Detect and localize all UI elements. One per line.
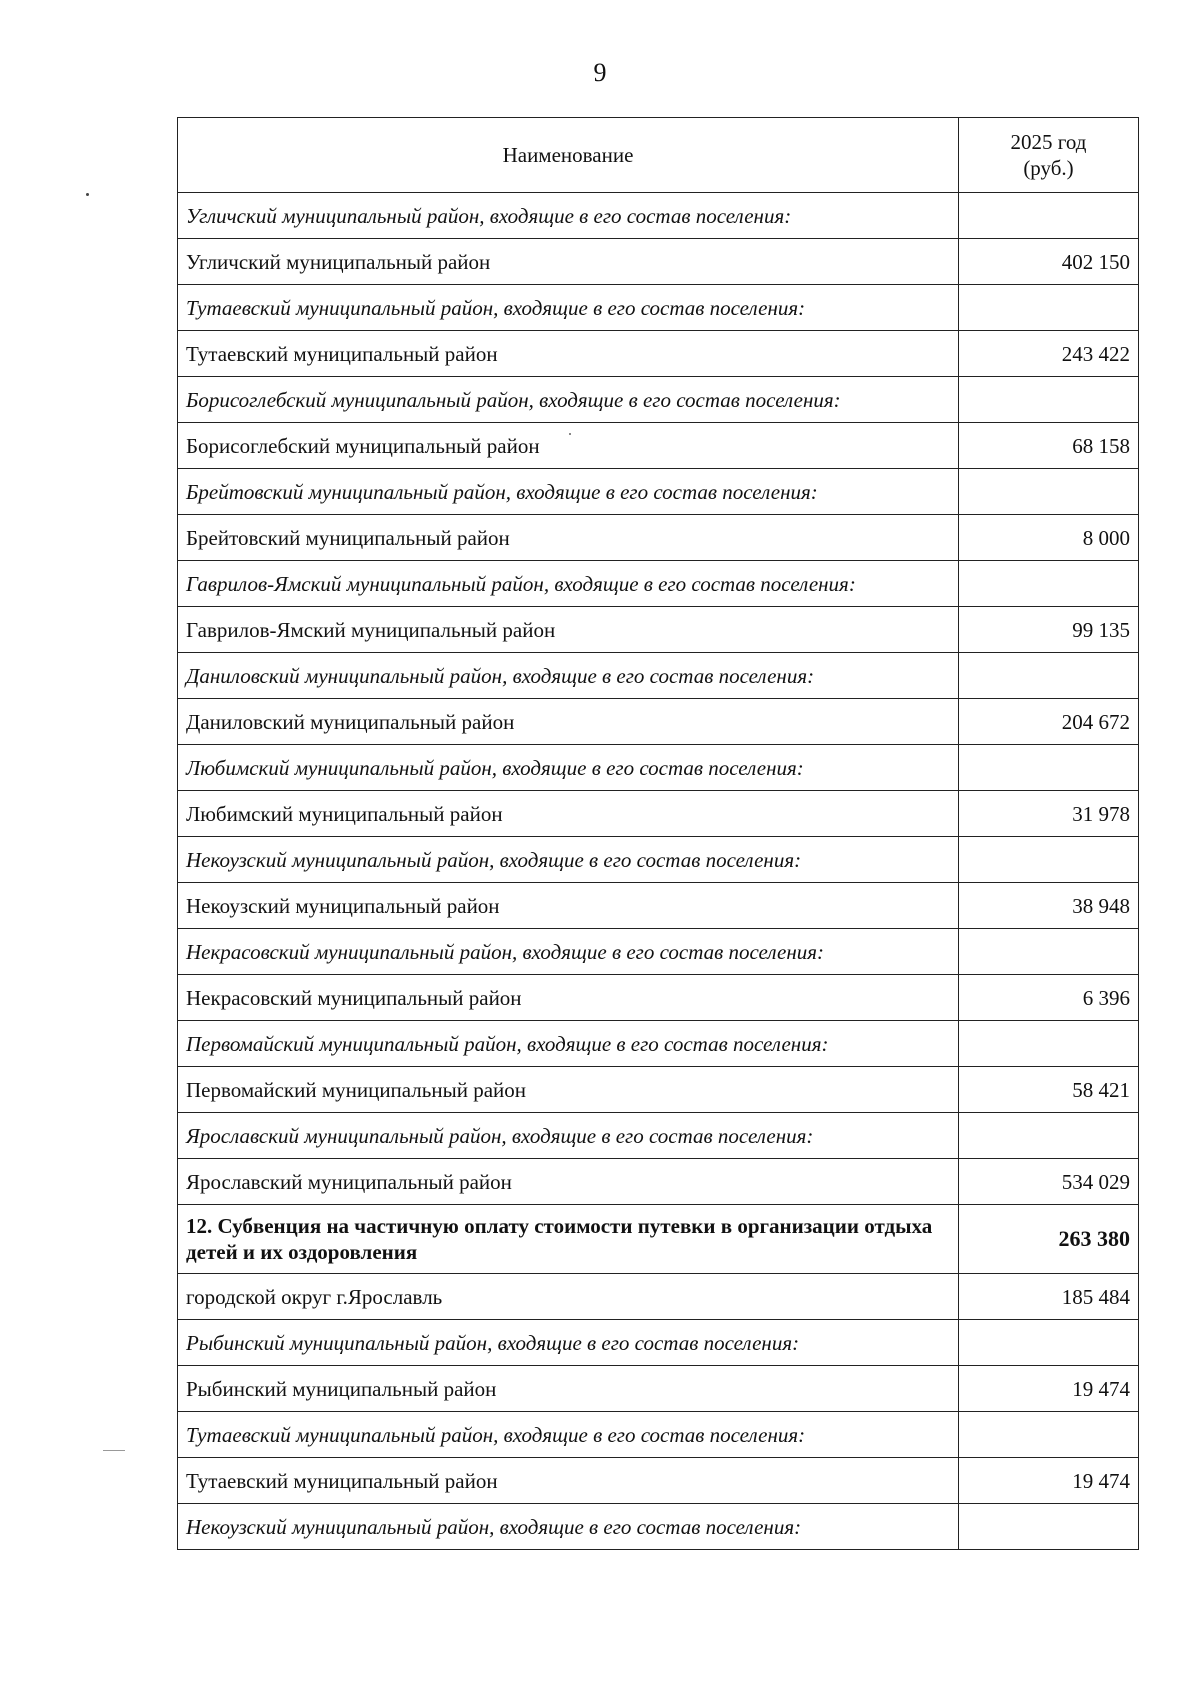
- scan-speck: [86, 193, 89, 196]
- row-name: Рыбинский муниципальный район: [178, 1366, 959, 1412]
- row-name: Даниловский муниципальный район, входящие в его состав поселения:: [178, 653, 959, 699]
- group-header-row: [178, 1504, 1139, 1550]
- table-row: [178, 515, 1139, 561]
- row-name: Брейтовский муниципальный район: [178, 515, 959, 561]
- table-row: [178, 1458, 1139, 1504]
- row-value: [959, 285, 1139, 331]
- row-value: 243 422: [959, 331, 1139, 377]
- row-name: Ярославский муниципальный район: [178, 1159, 959, 1205]
- row-name: Тутаевский муниципальный район: [178, 1458, 959, 1504]
- row-value: [959, 745, 1139, 791]
- group-header-row: [178, 929, 1139, 975]
- table-body: [178, 193, 1139, 1550]
- group-header-row: [178, 561, 1139, 607]
- table-row: [178, 331, 1139, 377]
- row-name: Угличский муниципальный район: [178, 239, 959, 285]
- row-name: Некрасовский муниципальный район: [178, 975, 959, 1021]
- table-row: [178, 699, 1139, 745]
- group-header-row: [178, 837, 1139, 883]
- row-value: 204 672: [959, 699, 1139, 745]
- row-value: 402 150: [959, 239, 1139, 285]
- row-value: [959, 837, 1139, 883]
- row-value: [959, 653, 1139, 699]
- row-value: [959, 1113, 1139, 1159]
- table-row: [178, 1067, 1139, 1113]
- row-name: Первомайский муниципальный район, входящие в его состав поселения:: [178, 1021, 959, 1067]
- row-name: Даниловский муниципальный район: [178, 699, 959, 745]
- row-value: [959, 1320, 1139, 1366]
- group-header-row: [178, 1113, 1139, 1159]
- section-total-row: [178, 1205, 1139, 1274]
- row-name: Некоузский муниципальный район: [178, 883, 959, 929]
- row-value: [959, 469, 1139, 515]
- row-value: 534 029: [959, 1159, 1139, 1205]
- table-header-row: [178, 118, 1139, 193]
- budget-table: [177, 117, 1139, 1550]
- row-value: 68 158: [959, 423, 1139, 469]
- row-name: Борисоглебский муниципальный район, входящие в его состав поселения:: [178, 377, 959, 423]
- header-name: Наименование: [178, 118, 959, 193]
- row-value: [959, 1504, 1139, 1550]
- row-name: Первомайский муниципальный район: [178, 1067, 959, 1113]
- row-value: [959, 193, 1139, 239]
- row-value: 38 948: [959, 883, 1139, 929]
- row-value: [959, 929, 1139, 975]
- group-header-row: [178, 1021, 1139, 1067]
- row-value: [959, 377, 1139, 423]
- row-value: 185 484: [959, 1274, 1139, 1320]
- row-name: Гаврилов-Ямский муниципальный район, входящие в его состав поселения:: [178, 561, 959, 607]
- row-value: 263 380: [959, 1205, 1139, 1274]
- group-header-row: [178, 377, 1139, 423]
- table-row: [178, 975, 1139, 1021]
- group-header-row: [178, 653, 1139, 699]
- group-header-row: [178, 1412, 1139, 1458]
- row-name: Любимский муниципальный район, входящие в его состав поселения:: [178, 745, 959, 791]
- row-value: [959, 1021, 1139, 1067]
- row-name: Тутаевский муниципальный район, входящие в его состав поселения:: [178, 285, 959, 331]
- margin-mark: [103, 1450, 125, 1451]
- group-header-row: [178, 1320, 1139, 1366]
- row-name: Некоузский муниципальный район, входящие в его состав поселения:: [178, 837, 959, 883]
- row-name: Брейтовский муниципальный район, входящие в его состав поселения:: [178, 469, 959, 515]
- group-header-row: [178, 193, 1139, 239]
- table-row: [178, 239, 1139, 285]
- row-name: Ярославский муниципальный район, входящие в его состав поселения:: [178, 1113, 959, 1159]
- row-name: Тутаевский муниципальный район: [178, 331, 959, 377]
- row-name: Гаврилов-Ямский муниципальный район: [178, 607, 959, 653]
- row-name: Борисоглебский муниципальный район: [178, 423, 959, 469]
- header-value-year: 2025 год: [1010, 130, 1087, 154]
- row-value: [959, 561, 1139, 607]
- group-header-row: [178, 469, 1139, 515]
- group-header-row: [178, 285, 1139, 331]
- row-value: 58 421: [959, 1067, 1139, 1113]
- row-name: 12. Субвенция на частичную оплату стоимости путевки в организации отдыха детей и их оздоровления: [178, 1205, 959, 1274]
- table-row: [178, 1366, 1139, 1412]
- row-value: [959, 1412, 1139, 1458]
- row-value: 6 396: [959, 975, 1139, 1021]
- header-value-unit: (руб.): [1023, 156, 1074, 180]
- row-name: Угличский муниципальный район, входящие в его состав поселения:: [178, 193, 959, 239]
- row-name: Некрасовский муниципальный район, входящие в его состав поселения:: [178, 929, 959, 975]
- row-value: 19 474: [959, 1366, 1139, 1412]
- table-row: [178, 607, 1139, 653]
- page-number: 9: [593, 58, 607, 87]
- table-row: [178, 791, 1139, 837]
- header-value: [959, 118, 1139, 193]
- table-row: [178, 423, 1139, 469]
- row-name: Любимский муниципальный район: [178, 791, 959, 837]
- table-row: [178, 883, 1139, 929]
- row-name: Некоузский муниципальный район, входящие в его состав поселения:: [178, 1504, 959, 1550]
- row-name: Рыбинский муниципальный район, входящие в его состав поселения:: [178, 1320, 959, 1366]
- row-value: 19 474: [959, 1458, 1139, 1504]
- table-row: [178, 1159, 1139, 1205]
- row-value: 31 978: [959, 791, 1139, 837]
- row-value: 8 000: [959, 515, 1139, 561]
- group-header-row: [178, 745, 1139, 791]
- row-name: городской округ г.Ярославль: [178, 1274, 959, 1320]
- row-value: 99 135: [959, 607, 1139, 653]
- row-name: Тутаевский муниципальный район, входящие в его состав поселения:: [178, 1412, 959, 1458]
- table-row: [178, 1274, 1139, 1320]
